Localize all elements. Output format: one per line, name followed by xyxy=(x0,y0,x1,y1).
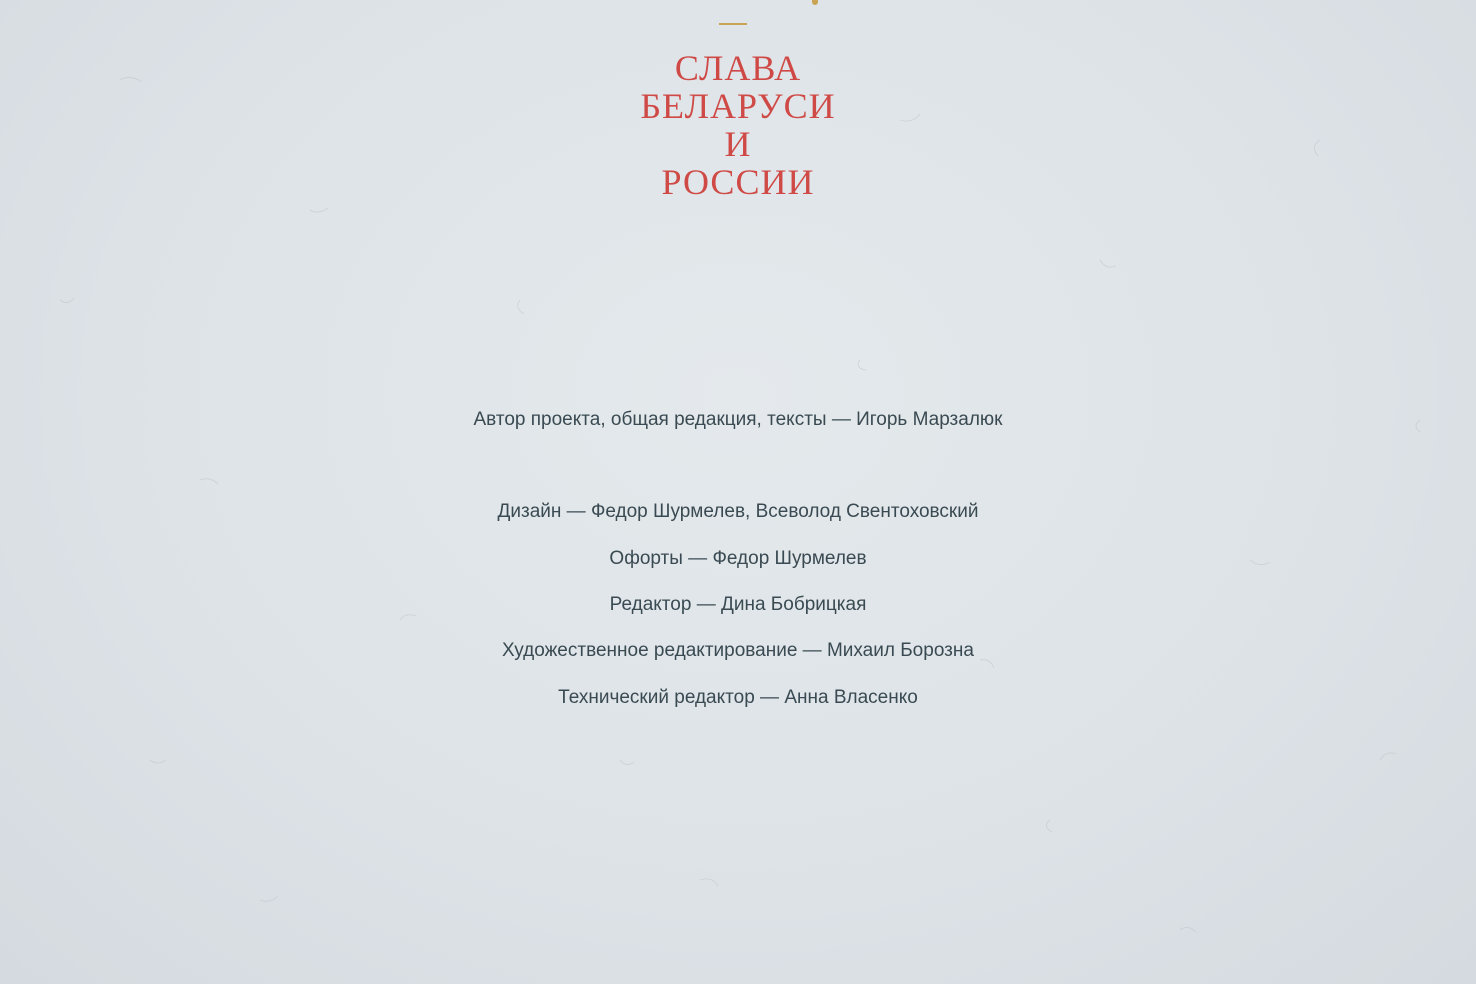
book-title xyxy=(0,49,1476,201)
credit-editor: Редактор — Дина Бобрицкая xyxy=(609,594,867,615)
ornament-mark xyxy=(812,0,818,5)
title-line: СЛАВА xyxy=(674,48,802,88)
ornament-dash xyxy=(719,23,747,25)
credit-etchings: Офорты — Федор Шурмелев xyxy=(609,548,867,569)
title-line: РОССИИ xyxy=(661,162,815,202)
credit-design: Дизайн — Федор Шурмелев, Всеволод Свентоховский xyxy=(497,501,979,522)
title-line: И xyxy=(724,124,752,164)
credit-author: Автор проекта, общая редакция, тексты — Игорь Марзалюк xyxy=(473,409,1003,430)
credit-art-editing: Художественное редактирование — Михаил Борозна xyxy=(502,640,974,661)
credit-tech-editor: Технический редактор — Анна Власенко xyxy=(558,687,918,708)
title-line: БЕЛАРУСИ xyxy=(640,86,836,126)
